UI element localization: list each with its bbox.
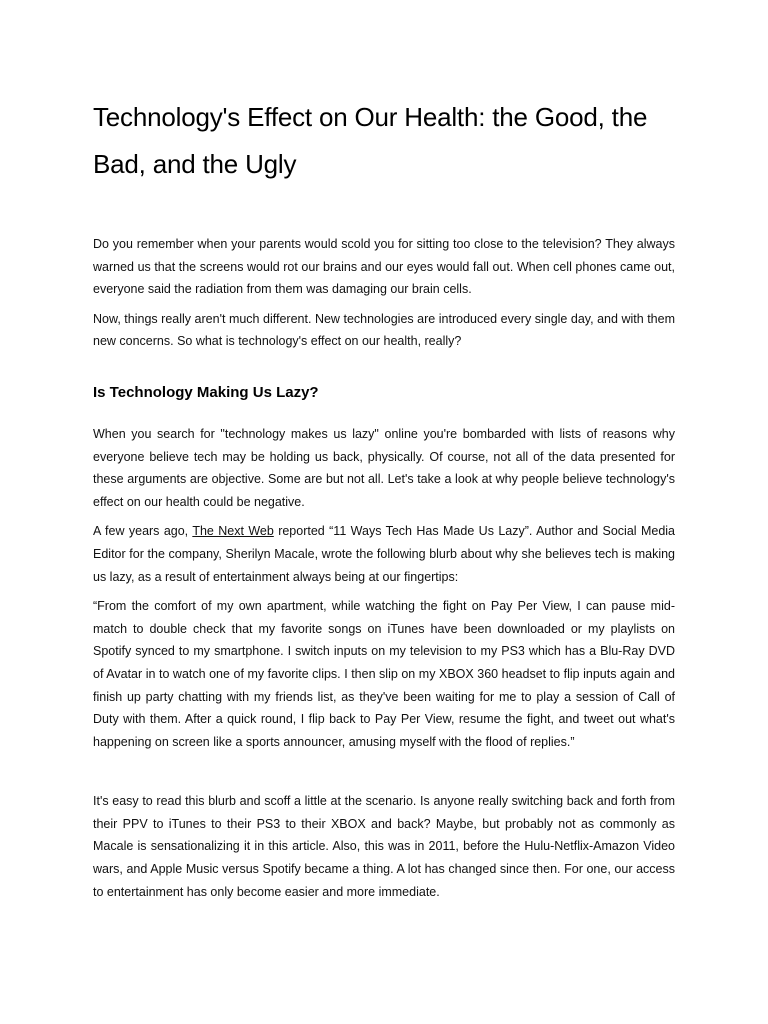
paragraph-text-after-link: reported “11 Ways Tech Has Made Us Lazy”. Author and Social Media Editor for the company, Sherilyn Macale, wrote the following blurb about why she believes tech is making us lazy, as a result of entertainment always being at our fingertips: — [93, 524, 675, 584]
section-paragraph-2 — [93, 520, 675, 588]
article-title: Technology's Effect on Our Health: the Good, the Bad, and the Ugly — [93, 102, 648, 179]
paragraph-text-before-link: A few years ago, — [93, 524, 193, 539]
section-paragraph-3: It's easy to read this blurb and scoff a little at the scenario. Is anyone really switching back and forth from their PPV to iTunes to their PS3 to their XBOX and back? Maybe, but probably not as commonly as Macale is sensationalizing it in this article. Also, this was in 2011, before the Hulu-Netflix-Amazon Video wars, and Apple Music versus Spotify became a thing. A lot has changed since then. For one, our access to entertainment has only become easier and more immediate. — [93, 794, 675, 899]
document-page — [93, 94, 675, 903]
quote-paragraph: “From the comfort of my own apartment, while watching the fight on Pay Per View, I can pause mid-match to double check that my favorite songs on iTunes have been downloaded or my playlists on Spotify synced to my smartphone. I switch inputs on my television to my PS3 which has a Blu-Ray DVD of Avatar in to watch one of my favorite clips. I then slip on my XBOX 360 headset to flip inputs again and finish up party chatting with my friends list, as they've been waiting for me to play a session of Call of Duty with them. After a quick round, I flip back to Pay Per View, resume the fight, and tweet out what's happening on screen like a sports announcer, amusing myself with the flood of replies.” — [93, 599, 675, 749]
section-paragraph-1: When you search for "technology makes us lazy" online you're bombarded with lists of reasons why everyone believe tech may be holding us back, physically. Of course, not all of the data presented for these arguments are objective. Some are but not all. Let's take a look at why people believe technology's effect on our health could be negative. — [93, 426, 675, 509]
intro-paragraph-1: Do you remember when your parents would scold you for sitting too close to the television? They always warned us that the screens would rot our brains and our eyes would fall out. When cell phones came out, everyone said the radiation from them was damaging our brain cells. — [93, 237, 675, 297]
intro-paragraph-2: Now, things really aren't much different. New technologies are introduced every single day, and with them new concerns. So what is technology's effect on our health, really? — [93, 311, 675, 349]
the-next-web-link[interactable]: The Next Web — [192, 524, 274, 539]
section-heading-lazy: Is Technology Making Us Lazy? — [93, 383, 319, 401]
